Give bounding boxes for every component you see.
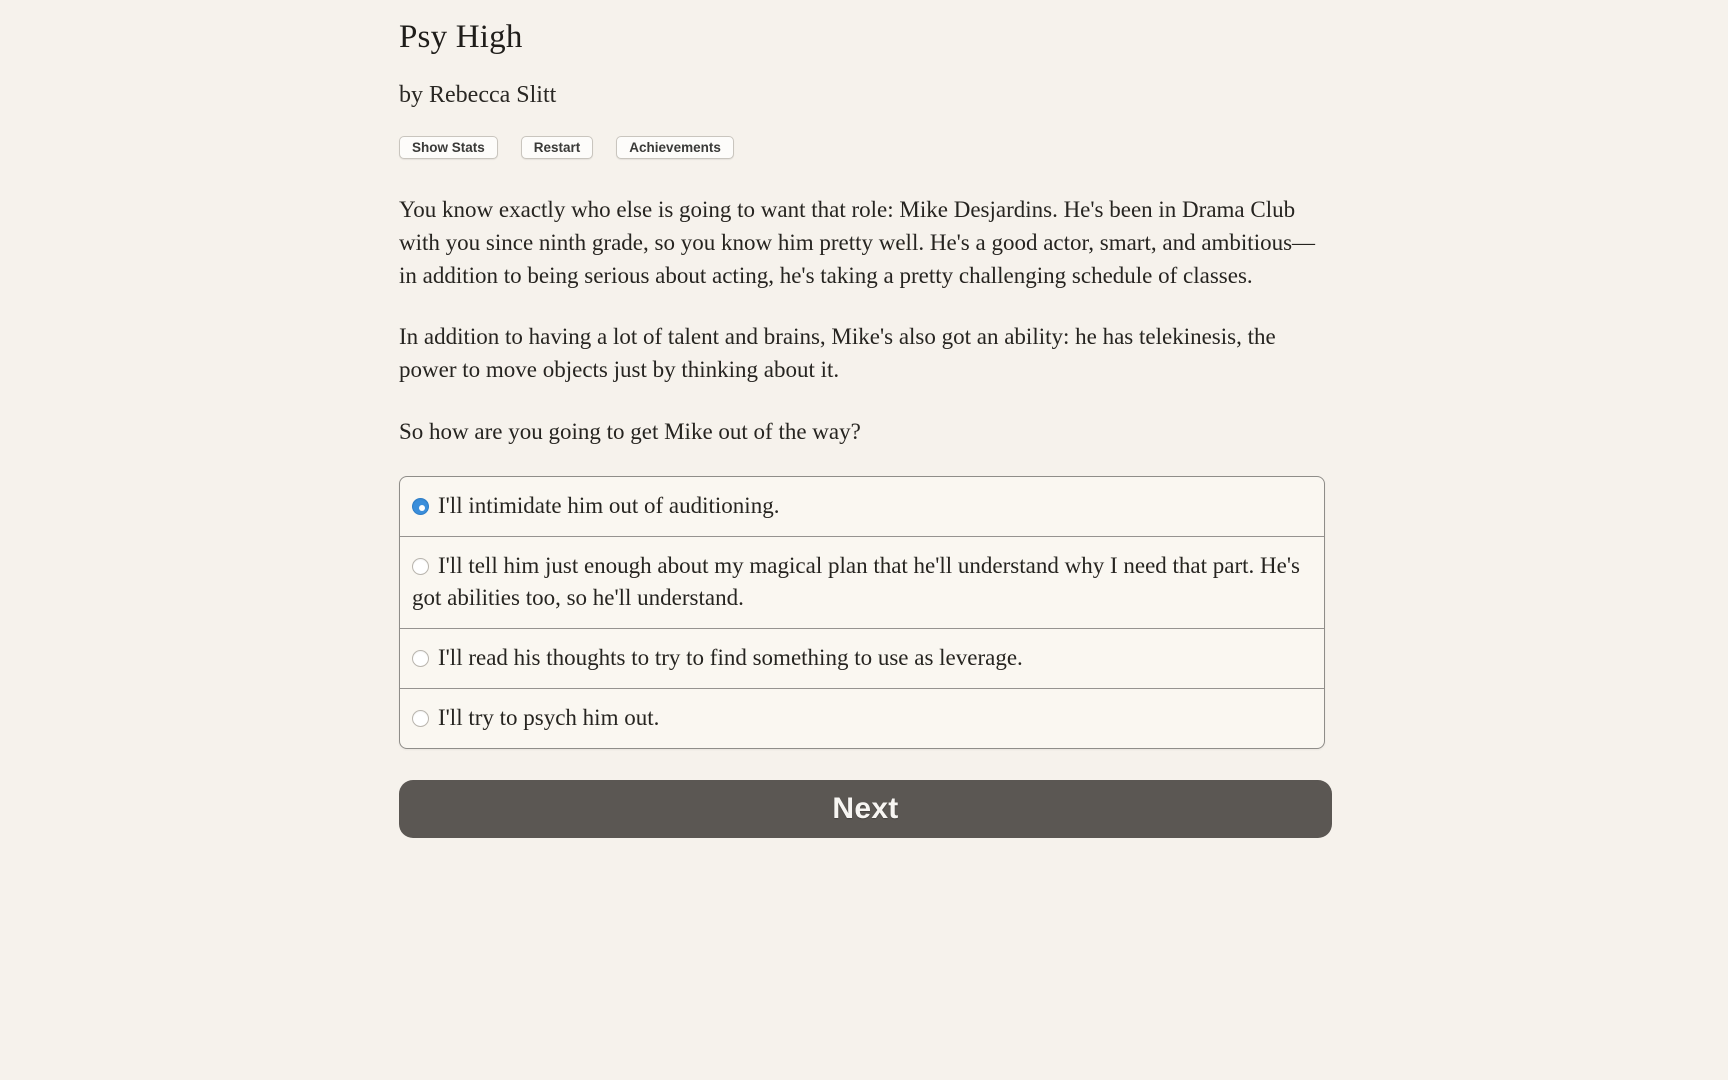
choice-option-2[interactable] — [400, 536, 1324, 628]
achievements-button[interactable]: Achievements — [616, 136, 734, 159]
choice-option-label: I'll read his thoughts to try to find something to use as leverage. — [438, 645, 1023, 670]
show-stats-button[interactable]: Show Stats — [399, 136, 498, 159]
story-column — [399, 0, 1325, 838]
story-paragraph: In addition to having a lot of talent and brains, Mike's also got an ability: he has telekinesis, the power to move objects just by thinking about it. — [399, 324, 1276, 382]
choice-option-1[interactable] — [400, 477, 1324, 536]
story-question: So how are you going to get Mike out of the way? — [399, 419, 861, 444]
radio-icon[interactable] — [412, 558, 429, 575]
restart-button[interactable]: Restart — [521, 136, 594, 159]
byline: by Rebecca Slitt — [399, 82, 557, 108]
page-title: Psy High — [399, 19, 523, 55]
radio-icon[interactable] — [412, 498, 429, 515]
choice-option-4[interactable] — [400, 688, 1324, 748]
choice-option-label: I'll tell him just enough about my magical plan that he'll understand why I need that part. He's got abilities too, so he'll understand. — [412, 553, 1300, 610]
story-paragraph: You know exactly who else is going to want that role: Mike Desjardins. He's been in Drama Club with you since ninth grade, so you know him pretty well. He's a good actor, smart, and ambitious—in addition to being serious about acting, he's taking a pretty challenging schedule of classes. — [399, 197, 1316, 288]
choice-option-label: I'll try to psych him out. — [438, 705, 660, 730]
next-button[interactable]: Next — [399, 780, 1332, 838]
choice-option-label: I'll intimidate him out of auditioning. — [438, 493, 780, 518]
story-text — [399, 193, 1325, 448]
toolbar — [399, 136, 1325, 159]
choice-group — [399, 476, 1325, 749]
radio-icon[interactable] — [412, 710, 429, 727]
radio-icon[interactable] — [412, 650, 429, 667]
choice-option-3[interactable] — [400, 628, 1324, 688]
